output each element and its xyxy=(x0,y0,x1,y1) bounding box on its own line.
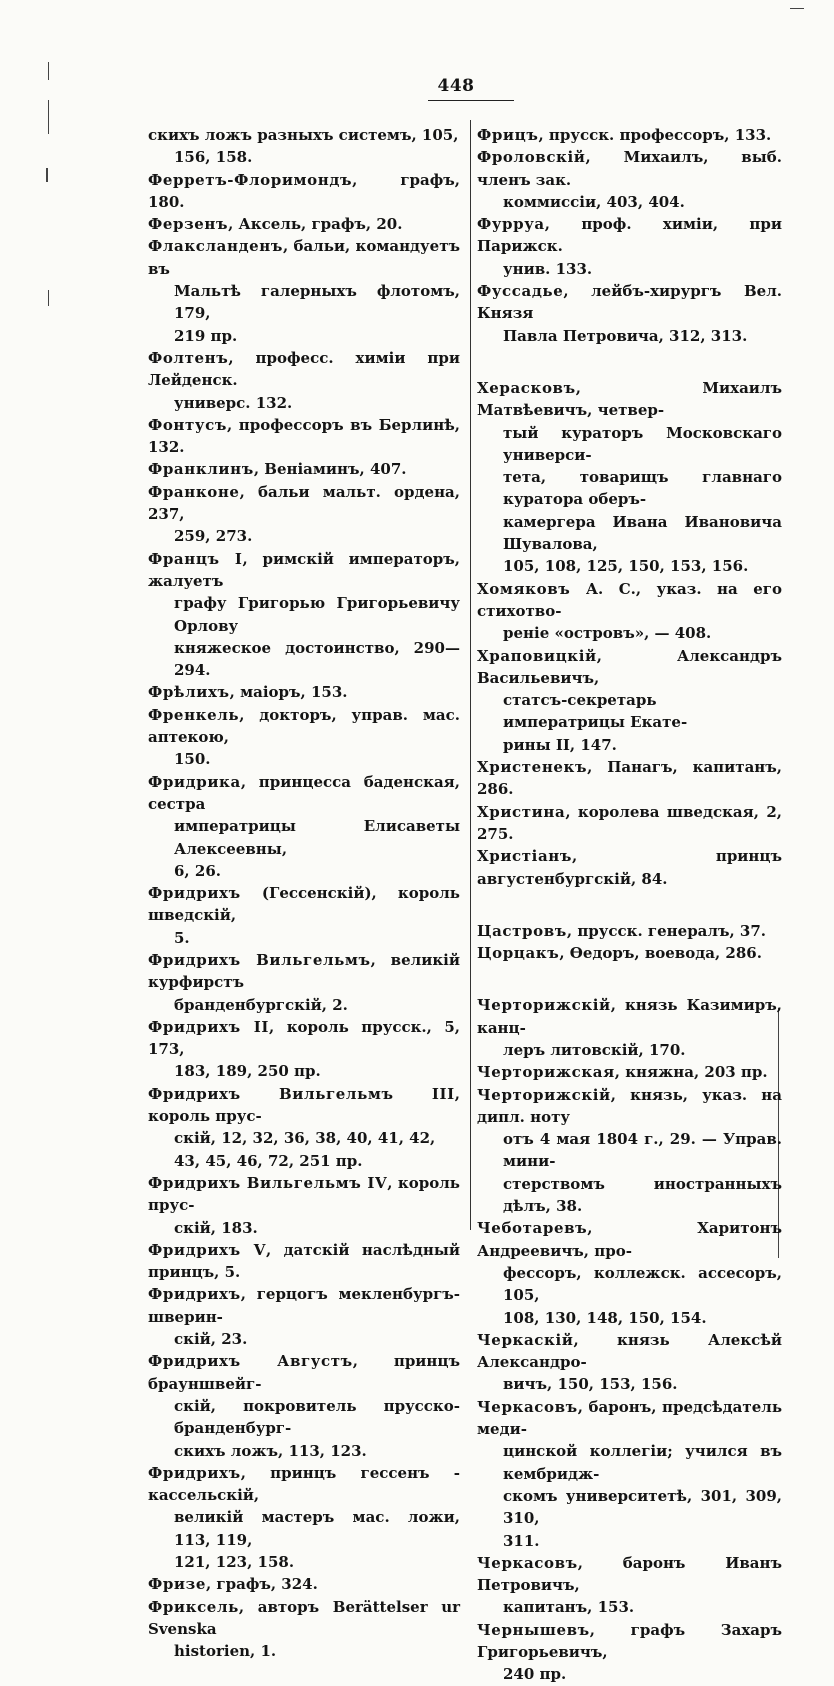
index-headword: Флаксланденъ xyxy=(148,237,283,256)
entry-continuation: historien, 1. xyxy=(174,1642,277,1661)
entry-continuation: унив. 133. xyxy=(503,259,593,278)
entry-continuation: 150. xyxy=(174,750,211,769)
index-entry xyxy=(148,1172,460,1239)
entry-continuation: 219 пр. xyxy=(174,326,238,345)
column-divider xyxy=(470,120,471,1230)
index-entry xyxy=(148,235,460,346)
entry-text: , принцъ августенбургскій, 84. xyxy=(477,847,782,888)
index-headword: Фридрихъ V xyxy=(148,1240,266,1259)
scan-edge-mark xyxy=(48,62,49,80)
entry-text: , бальи мальт. ордена, 237, xyxy=(148,482,460,524)
entry-continuation: коммиссіи, 403, 404. xyxy=(503,192,685,211)
entry-text: , князь Алексѣй Александро- xyxy=(477,1330,782,1372)
entry-continuation: статсъ-секретарь императрицы Екате- xyxy=(503,691,688,732)
entry-continuation: 121, 123, 158. xyxy=(174,1553,295,1571)
index-entry xyxy=(148,1573,460,1595)
entry-continuation: 108, 130, 148, 150, 154. xyxy=(503,1308,707,1327)
index-entry xyxy=(477,146,782,213)
entry-continuation: леръ литовскій, 170. xyxy=(503,1040,686,1059)
entry-text: А. С., указ. на его стихотво- xyxy=(477,579,782,620)
entry-continuation: 5. xyxy=(174,928,190,947)
entry-continuation: капитанъ, 153. xyxy=(503,1598,635,1617)
index-headword: Фридрихъ Вильгельмъ III xyxy=(148,1084,455,1103)
entry-continuation: императрицы Елисаветы Алексеевны, xyxy=(174,817,460,858)
entry-continuation: 105, 108, 125, 150, 153, 156. xyxy=(503,557,749,576)
entry-text: , графъ Захаръ Григорьевичъ, xyxy=(477,1620,782,1661)
entry-continuation: 311. xyxy=(503,1531,540,1550)
entry-text: , прусск. генералъ, 37. xyxy=(566,921,767,940)
index-entry xyxy=(148,771,460,882)
entry-text: , лейбъ-хирургъ Вел. Князя xyxy=(477,282,782,323)
scan-edge-mark xyxy=(46,168,48,182)
index-headword: Херасковъ xyxy=(477,378,576,397)
index-entry xyxy=(477,942,782,964)
index-entry xyxy=(148,458,460,480)
entry-text: , бальи, командуетъ въ xyxy=(148,237,461,278)
entry-continuation: тета, товарищъ главнаго куратора оберъ- xyxy=(503,468,782,509)
entry-continuation: 183, 189, 250 пр. xyxy=(174,1062,321,1081)
index-headword: Фолтенъ xyxy=(148,348,229,367)
index-entry xyxy=(477,920,782,942)
entry-text: , баронъ Иванъ Петровичъ, xyxy=(477,1553,782,1595)
index-entry xyxy=(477,377,782,578)
index-headword: Фуссадье xyxy=(477,282,564,301)
index-entry xyxy=(148,347,460,414)
index-entry xyxy=(477,1084,782,1218)
entry-continuation: 6, 26. xyxy=(174,861,221,880)
page-number: 448 xyxy=(437,76,475,96)
entry-text: , Аксель, графъ, 20. xyxy=(228,215,403,234)
entry-continuation: фессоръ, коллежск. ассесоръ, 105, xyxy=(503,1263,782,1305)
index-headword: Христина xyxy=(477,802,566,821)
index-entry xyxy=(148,1596,460,1663)
index-headword: Чеботаревъ xyxy=(477,1219,588,1238)
index-entry xyxy=(477,994,782,1061)
entry-continuation: скій, покровитель прусско-бранденбург- xyxy=(174,1396,460,1438)
entry-continuation: 156, 158. xyxy=(174,148,253,167)
index-entry xyxy=(148,882,460,949)
index-headword: Цорцакъ xyxy=(477,944,560,963)
index-entry xyxy=(148,481,460,548)
entry-continuation: цинской коллегіи; учился въ кембридж- xyxy=(503,1442,782,1483)
index-headword: Фрѣлихъ xyxy=(148,683,230,702)
index-headword: Черторижскій xyxy=(477,996,611,1015)
index-headword: Черкасовъ xyxy=(477,1553,578,1572)
entry-continuation: скій, 12, 32, 36, 38, 40, 41, 42, xyxy=(174,1129,436,1148)
entry-text: , графъ, 180. xyxy=(148,170,460,211)
entry-text: , принцъ гессенъ - кассельскій, xyxy=(148,1463,460,1505)
entry-continuation: рины II, 147. xyxy=(503,735,617,754)
index-headword: Фроловскій xyxy=(477,148,586,167)
entry-continuation: скій, 183. xyxy=(174,1218,258,1237)
index-headword: Фридрихъ Вильгельмъ xyxy=(148,950,371,969)
entry-text: , король прус- xyxy=(148,1084,460,1126)
entry-continuation: отъ 4 мая 1804 г., 29. — Управ. мини- xyxy=(503,1130,782,1171)
index-entry xyxy=(477,1619,782,1686)
index-entry xyxy=(148,704,460,771)
index-entry xyxy=(477,645,782,756)
entry-text: , проф. химіи, при Парижск. xyxy=(477,215,782,256)
index-headword: Храповицкій xyxy=(477,646,597,665)
entry-text: , Александръ Васильевичъ, xyxy=(477,646,782,687)
index-entry xyxy=(148,681,460,703)
index-headword: Фридрика xyxy=(148,772,241,791)
entry-continuation: 240 пр. xyxy=(503,1665,567,1684)
index-headword: Христіанъ xyxy=(477,847,572,866)
entry-continuation: Мальтѣ галерныхъ флотомъ, 179, xyxy=(174,282,460,323)
entry-continuation: 259, 273. xyxy=(174,527,253,546)
entry-text: , король прус- xyxy=(148,1173,460,1215)
scan-edge-mark xyxy=(790,8,804,9)
entry-text: , Панагъ, капитанъ, 286. xyxy=(477,758,782,799)
index-headword: Черторижскій xyxy=(477,1085,611,1104)
entry-text: , баронъ, предсѣдатель меди- xyxy=(477,1397,782,1439)
index-headword: Фриксель xyxy=(148,1597,239,1616)
index-entry xyxy=(148,1239,460,1284)
index-entry xyxy=(148,548,460,682)
index-entry xyxy=(148,124,460,169)
index-entry xyxy=(477,1396,782,1552)
entry-text: , князь Казимиръ, канц- xyxy=(477,996,782,1037)
entry-continuation: скомъ университетѣ, 301, 309, 310, xyxy=(503,1486,782,1528)
index-entry xyxy=(477,1552,782,1619)
entry-text: , принцъ брауншвейг- xyxy=(148,1352,460,1393)
entry-continuation: скій, 23. xyxy=(174,1330,248,1349)
index-entry xyxy=(148,1462,460,1573)
index-entry xyxy=(477,1217,782,1328)
entry-text: , професс. химіи при Лейденск. xyxy=(148,348,460,390)
letter-group-gap xyxy=(477,890,782,920)
index-headword: Фридрихъ xyxy=(148,884,241,903)
entry-text: , Харитонъ Андреевичъ, про- xyxy=(477,1219,782,1260)
entry-continuation: Павла Петровича, 312, 313. xyxy=(503,326,748,345)
index-entry xyxy=(148,213,460,235)
right-index-column xyxy=(477,124,782,1686)
entry-text: , княжна, 203 пр. xyxy=(614,1063,768,1082)
index-headword: Ферретъ-Флоримондъ xyxy=(148,170,353,189)
index-headword: Фонтусъ xyxy=(148,415,227,434)
entry-text: , Ѳедоръ, воевода, 286. xyxy=(559,944,762,963)
entry-continuation: камергера Ивана Ивановича Шувалова, xyxy=(503,512,782,554)
letter-group-gap xyxy=(477,347,782,377)
index-headword: Фурруа xyxy=(477,215,545,234)
entry-text: , графъ, 324. xyxy=(205,1575,318,1594)
entry-text: , Михаилъ, выб. членъ зак. xyxy=(477,148,782,189)
index-entry xyxy=(477,1061,782,1083)
index-entry xyxy=(148,1350,460,1461)
entry-text: , датскій наслѣдный принцъ, 5. xyxy=(148,1240,461,1282)
index-headword: Ферзенъ xyxy=(148,215,229,234)
index-headword: Франклинъ xyxy=(148,460,254,479)
index-headword: Фридрихъ Вильгельмъ IV xyxy=(148,1173,388,1192)
index-headword: Чернышевъ xyxy=(477,1620,590,1639)
letter-group-gap xyxy=(477,964,782,994)
entry-text: скихъ ложъ разныхъ системъ, 105, xyxy=(148,126,459,144)
entry-text: , Веніаминъ, 407. xyxy=(253,460,407,479)
index-headword: Христенекъ xyxy=(477,758,588,777)
index-entry xyxy=(477,801,782,846)
entry-text: , Михаилъ Матвѣевичъ, четвер- xyxy=(477,378,782,420)
entry-continuation: 43, 45, 46, 72, 251 пр. xyxy=(174,1151,363,1170)
index-entry xyxy=(148,414,460,459)
index-entry xyxy=(148,1283,460,1350)
index-headword: Черкасовъ xyxy=(477,1397,578,1416)
index-headword: Черторижская xyxy=(477,1063,615,1082)
index-headword: Фризе xyxy=(148,1575,206,1594)
entry-continuation: великій мастеръ мас. ложи, 113, 119, xyxy=(174,1508,460,1549)
entry-continuation: универс. 132. xyxy=(174,393,293,412)
index-entry xyxy=(148,169,460,214)
entry-continuation: бранденбургскій, 2. xyxy=(174,995,348,1014)
entry-text: , князь, указ. на дипл. ноту xyxy=(477,1085,782,1126)
entry-text: , докторъ, управ. мас. аптекою, xyxy=(148,705,460,747)
index-headword: Фрицъ xyxy=(477,126,539,144)
entry-text: , маіоръ, 153. xyxy=(229,683,348,702)
entry-text: , королева шведская, 2, 275. xyxy=(477,802,782,843)
index-entry xyxy=(148,1016,460,1083)
index-headword: Фридрихъ Августъ xyxy=(148,1352,353,1371)
index-headword: Фридрихъ xyxy=(148,1463,241,1482)
entry-continuation: стерствомъ иностранныхъ дѣлъ, 38. xyxy=(503,1174,782,1216)
index-entry xyxy=(477,756,782,801)
index-headword: Фридрихъ xyxy=(148,1285,241,1304)
index-entry xyxy=(148,949,460,1016)
index-headword: Цастровъ xyxy=(477,921,567,940)
entry-text: , римскій императоръ, жалуетъ xyxy=(148,549,460,590)
entry-continuation: княжеское достоинство, 290—294. xyxy=(174,638,460,680)
index-entry xyxy=(477,213,782,280)
index-entry xyxy=(477,578,782,645)
page-number-rule xyxy=(428,100,514,101)
entry-text: , принцесса баденская, сестра xyxy=(148,772,460,813)
index-headword: Франконе xyxy=(148,482,240,501)
index-entry xyxy=(477,845,782,890)
entry-continuation: тый кураторъ Московскаго универси- xyxy=(503,423,782,464)
scan-edge-mark xyxy=(48,100,49,134)
index-entry xyxy=(477,280,782,347)
entry-text: , король прусск., 5, 173, xyxy=(148,1017,461,1059)
entry-text: (Гессенскій), король шведскій, xyxy=(148,884,460,925)
entry-continuation: графу Григорью Григорьевичу Орлову xyxy=(174,594,460,635)
entry-text: , великій курфирстъ xyxy=(148,950,460,992)
entry-continuation: вичъ, 150, 153, 156. xyxy=(503,1375,678,1394)
left-index-column xyxy=(148,124,460,1662)
index-headword: Френкель xyxy=(148,705,240,724)
index-entry xyxy=(148,1083,460,1172)
entry-text: , авторъ Berättelser ur Svenska xyxy=(148,1597,460,1638)
index-headword: Фридрихъ II xyxy=(148,1017,270,1036)
entry-text: , прусск. профессоръ, 133. xyxy=(538,126,772,144)
index-headword: Черкаскій xyxy=(477,1330,574,1349)
index-entry xyxy=(477,1329,782,1396)
entry-continuation: скихъ ложъ, 113, 123. xyxy=(174,1441,367,1460)
entry-continuation: реніе «островъ», — 408. xyxy=(503,624,712,643)
index-headword: Хомяковъ xyxy=(477,579,571,598)
scan-edge-mark xyxy=(48,290,49,306)
index-entry xyxy=(477,124,782,146)
entry-text: , профессоръ въ Берлинѣ, 132. xyxy=(148,415,460,457)
entry-text: , герцогъ мекленбургъ-шверин- xyxy=(148,1285,460,1326)
index-headword: Францъ I xyxy=(148,549,243,568)
